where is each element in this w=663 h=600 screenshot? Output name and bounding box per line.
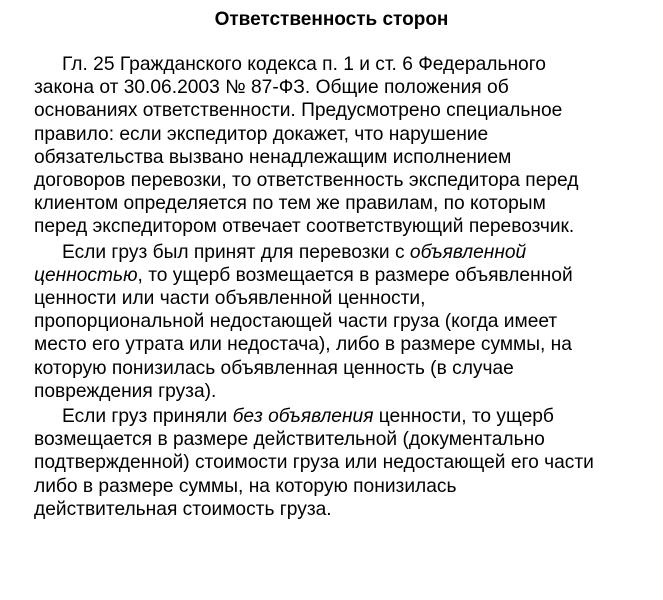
paragraph-2: [34, 241, 634, 403]
paragraph-line: повреждения груза).: [34, 380, 217, 402]
paragraph-line: перед экспедитором отвечает соответствующий перевозчик.: [34, 216, 575, 238]
paragraph-line: [34, 405, 634, 428]
paragraph-line: правило: если экспедитор докажет, что нарушение: [34, 123, 489, 145]
slide-title: Ответственность сторон: [214, 9, 449, 30]
paragraph-line: Гл. 25 Гражданского кодекса п. 1 и ст. 6 Федерального: [62, 54, 546, 75]
paragraph-1: [34, 53, 634, 239]
paragraph-line: [34, 264, 634, 287]
slide-body: [34, 53, 634, 521]
paragraph-line: закона от 30.06.2003 № 87-ФЗ. Общие положения об: [34, 77, 509, 99]
text-run: ценности, то ущерб: [373, 406, 554, 428]
paragraph-line: ценности или части объявленной ценности,: [34, 288, 426, 310]
text-run: Если груз был принят для перевозки с: [62, 241, 410, 263]
paragraph-line: договоров перевозки, то ответственность экспедитора перед: [34, 170, 579, 192]
paragraph-line: либо в размере суммы, на которую понизилась: [34, 475, 457, 497]
paragraph-line: место его утрата или недостача), либо в размере суммы, на: [34, 334, 572, 356]
emphasis-text: объявленной: [409, 241, 527, 263]
paragraph-3: [34, 405, 634, 521]
text-run: Если груз приняли: [62, 406, 233, 428]
text-run: , то ущерб возмещается в размере объявленной: [137, 264, 573, 286]
emphasis-text: ценностью: [34, 264, 138, 286]
paragraph-line: основаниях ответственности. Предусмотрено специальное: [34, 100, 563, 122]
paragraph-line: пропорциональной недостающей части груза (когда имеет: [34, 311, 558, 333]
paragraph-line: возмещается в размере действительной (документально: [34, 429, 545, 451]
paragraph-line: [34, 241, 634, 264]
paragraph-line: действительная стоимость груза.: [34, 498, 332, 520]
emphasis-text: без объявления: [232, 406, 374, 428]
paragraph-line: подтвержденной) стоимости груза или недостающей его части: [34, 452, 594, 474]
paragraph-line: которую понизилась объявленная ценность (в случае: [34, 357, 514, 379]
paragraph-line: обязательства вызвано ненадлежащим исполнением: [34, 146, 512, 168]
paragraph-line: клиентом определяется по тем же правилам, по которым: [34, 193, 546, 215]
